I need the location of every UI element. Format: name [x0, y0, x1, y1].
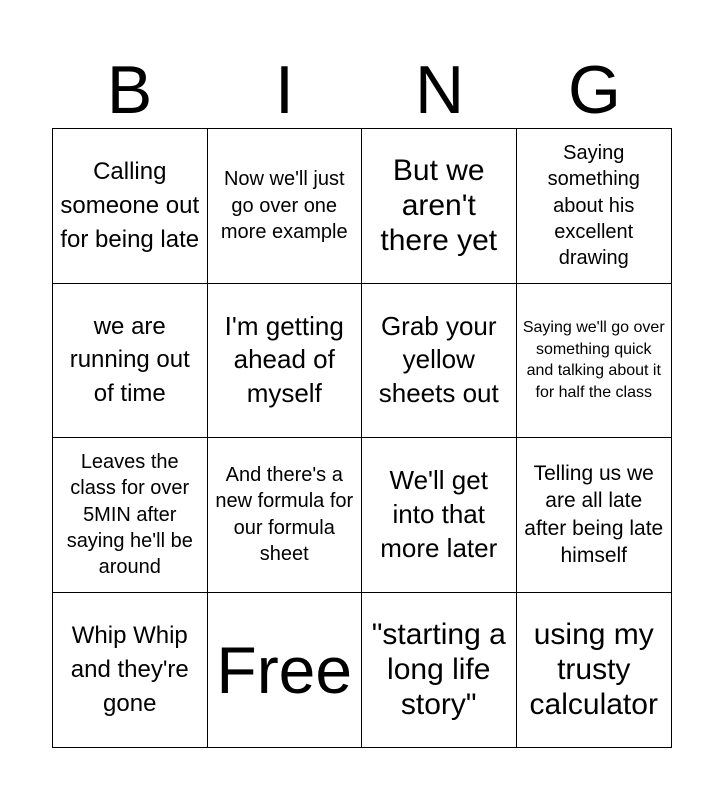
bingo-cell-r4c3[interactable]	[362, 593, 517, 748]
bingo-cell-r1c4[interactable]	[517, 129, 672, 284]
bingo-cell-r1c3[interactable]	[362, 129, 517, 284]
bingo-cell-r2c4[interactable]	[517, 284, 672, 439]
bingo-card	[52, 128, 672, 748]
cell-text: using my trusty calculator	[529, 617, 658, 722]
bingo-cell-r2c2[interactable]	[208, 284, 363, 439]
cell-text: Grab your yellow sheets out	[378, 310, 499, 409]
cell-text: Whip Whip and they're gone	[70, 622, 189, 717]
cell-text: Now we'll just go over one more example	[220, 168, 348, 243]
bingo-header	[52, 52, 672, 128]
cell-text: Saying something about his excellent drawing	[547, 141, 640, 270]
bingo-cell-r1c2[interactable]	[208, 129, 363, 284]
bingo-cell-r3c1[interactable]	[53, 438, 208, 593]
bingo-cell-r2c1[interactable]	[53, 284, 208, 439]
cell-text: Calling someone out for being late	[60, 158, 200, 253]
cell-text: Saying we'll go over something quick and talking about it for half the class	[522, 319, 665, 401]
cell-text: Telling us we are all late after being late himself	[524, 462, 664, 568]
bingo-cell-r1c1[interactable]	[53, 129, 208, 284]
cell-text: I'm getting ahead of myself	[224, 310, 344, 409]
header-letter-i: I	[275, 52, 294, 128]
header-letter-b: B	[106, 52, 153, 128]
cell-text: We'll get into that more later	[380, 465, 498, 563]
bingo-cell-r4c4[interactable]	[517, 593, 672, 748]
bingo-cell-r2c3[interactable]	[362, 284, 517, 439]
bingo-cell-r3c4[interactable]	[517, 438, 672, 593]
cell-text: But we aren't there yet	[380, 153, 498, 258]
bingo-cell-free-space[interactable]	[208, 593, 363, 748]
header-letter-g: G	[568, 52, 621, 128]
cell-text: Leaves the class for over 5MIN after saying he'll be around	[66, 450, 193, 579]
cell-text: Free	[216, 632, 353, 707]
cell-text: "starting a long life story"	[371, 617, 506, 722]
bingo-cell-r4c1[interactable]	[53, 593, 208, 748]
bingo-cell-r3c3[interactable]	[362, 438, 517, 593]
bingo-cell-r3c2[interactable]	[208, 438, 363, 593]
cell-text: And there's a new formula for our formula sheet	[215, 463, 354, 566]
header-letter-n: N	[414, 52, 465, 128]
cell-text: we are running out of time	[69, 312, 190, 408]
